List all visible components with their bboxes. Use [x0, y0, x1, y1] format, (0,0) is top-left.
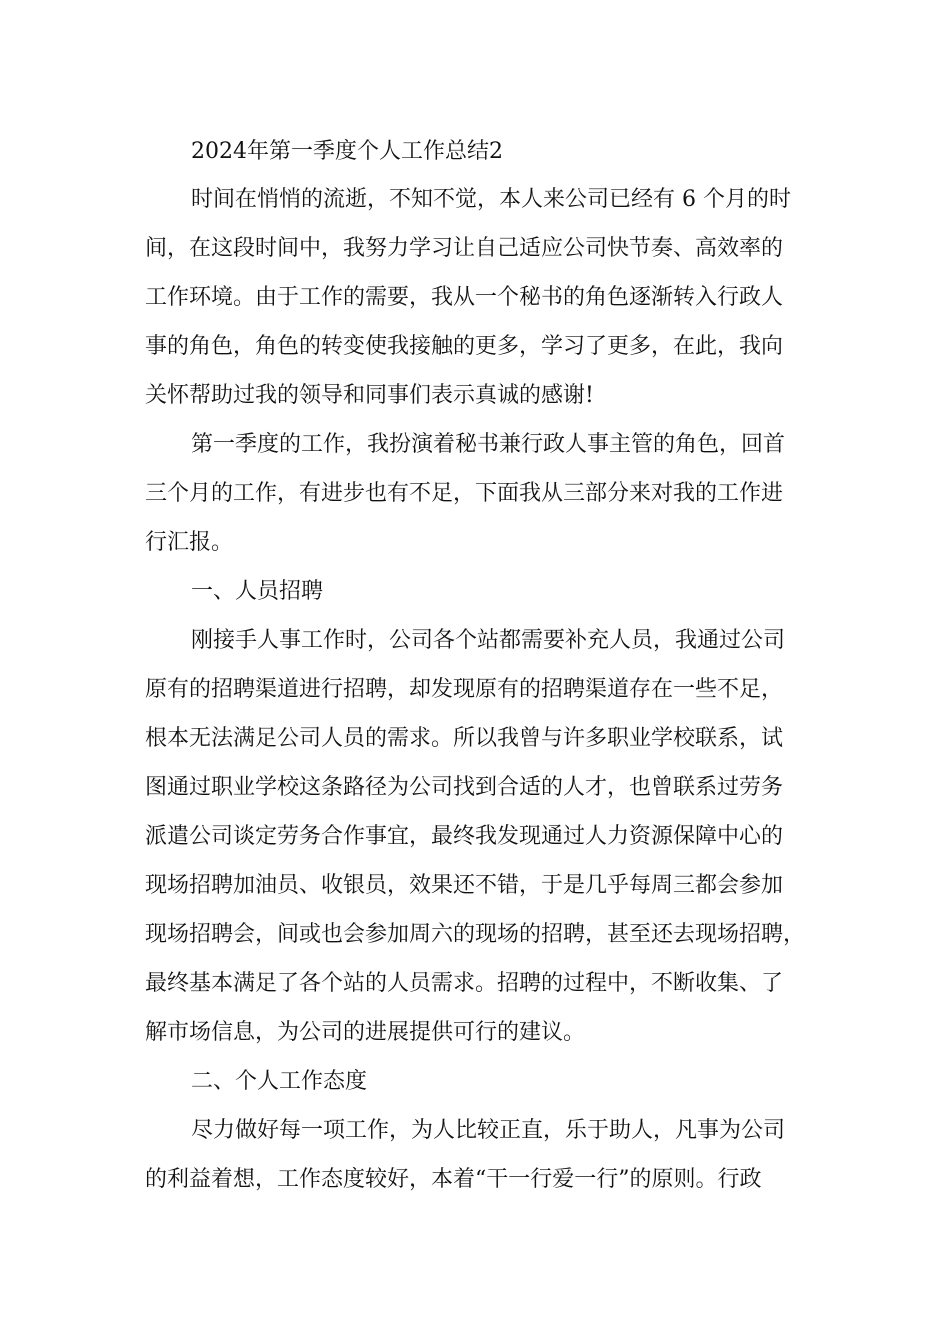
paragraph-1-line-2: 间，在这段时间中，我努力学习让自己适应公司快节奏、高效率的: [145, 236, 784, 261]
paragraph-1-line-5: 关怀帮助过我的领导和同事们表示真诚的感谢!: [145, 383, 594, 408]
paragraph-2-line-3: 行汇报。: [145, 530, 234, 555]
paragraph-1-line-1: 时间在悄悄的流逝，不知不觉，本人来公司已经有 6 个月的时: [191, 187, 791, 212]
paragraph-3-line-4: 图通过职业学校这条路径为公司找到合适的人才，也曾联系过劳务: [145, 775, 784, 800]
paragraph-3-line-3: 根本无法满足公司人员的需求。所以我曾与许多职业学校联系，试: [145, 726, 784, 751]
paragraph-3-line-6: 现场招聘加油员、收银员，效果还不错，于是几乎每周三都会参加: [145, 873, 784, 898]
paragraph-4-line-1: 尽力做好每一项工作，为人比较正直，乐于助人，凡事为公司: [191, 1118, 786, 1143]
paragraph-3-line-2: 原有的招聘渠道进行招聘，却发现原有的招聘渠道存在一些不足，: [145, 677, 784, 702]
paragraph-3-line-9: 解市场信息，为公司的进展提供可行的建议。: [145, 1020, 586, 1045]
section-heading-work-attitude: 二、个人工作态度: [191, 1069, 368, 1094]
paragraph-3-line-8: 最终基本满足了各个站的人员需求。招聘的过程中，不断收集、了: [145, 971, 784, 996]
paragraph-2-line-2: 三个月的工作，有进步也有不足，下面我从三部分来对我的工作进: [145, 481, 784, 506]
paragraph-4-line-2: 的利益着想，工作态度较好，本着“干一行爱一行”的原则。行政: [145, 1167, 762, 1192]
paragraph-3-line-7: 现场招聘会，间或也会参加周六的现场的招聘，甚至还去现场招聘，: [145, 922, 806, 947]
paragraph-2-line-1: 第一季度的工作，我扮演着秘书兼行政人事主管的角色，回首: [191, 432, 786, 457]
paragraph-1-line-4: 事的角色，角色的转变使我接触的更多，学习了更多，在此，我向: [145, 334, 784, 359]
paragraph-3-line-1: 刚接手人事工作时，公司各个站都需要补充人员，我通过公司: [191, 628, 786, 653]
paragraph-1-line-3: 工作环境。由于工作的需要，我从一个秘书的角色逐渐转入行政人: [145, 285, 784, 310]
paragraph-3-line-5: 派遣公司谈定劳务合作事宜，最终我发现通过人力资源保障中心的: [145, 824, 784, 849]
section-heading-recruitment: 一、人员招聘: [191, 579, 324, 604]
document-title: 2024年第一季度个人工作总结2: [191, 139, 503, 164]
